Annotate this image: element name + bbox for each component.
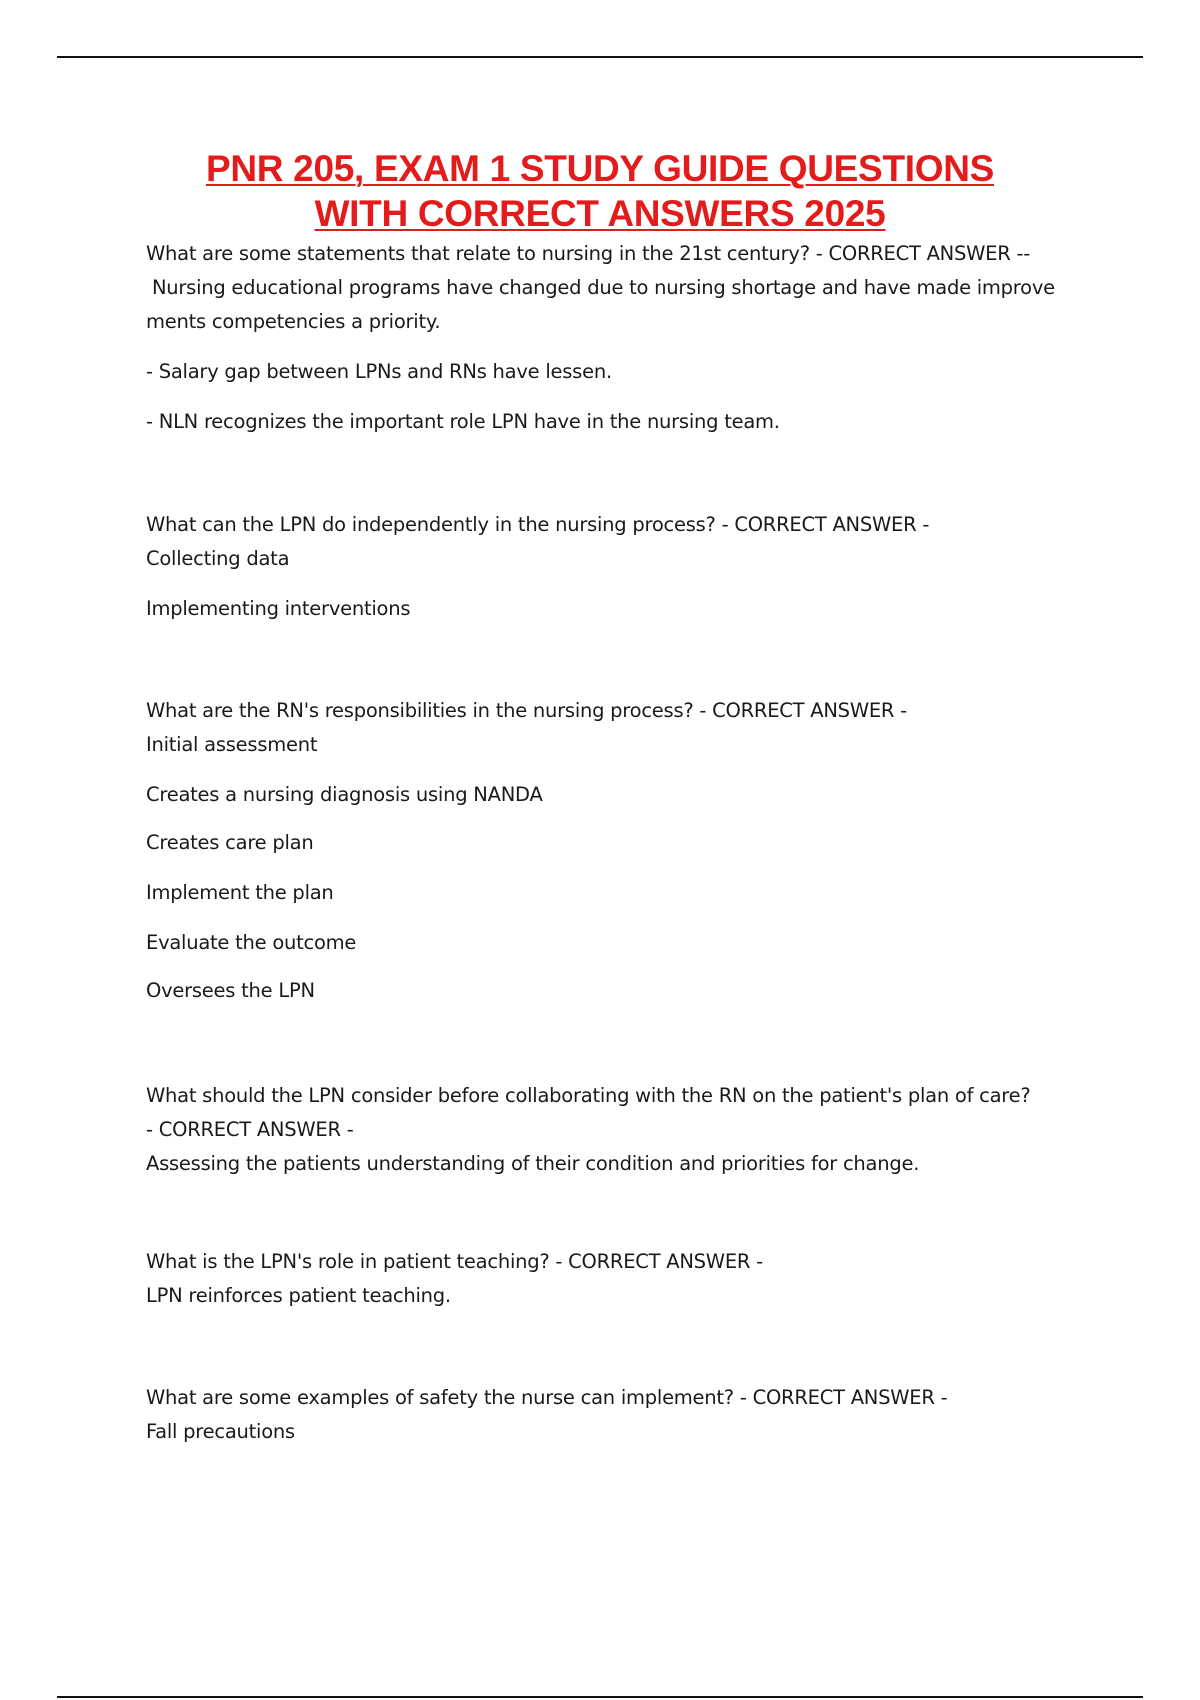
answer-line: Creates a nursing diagnosis using NANDA bbox=[146, 783, 543, 806]
qa-block bbox=[146, 1381, 1106, 1449]
qa-block bbox=[146, 508, 1106, 626]
top-rule bbox=[57, 56, 1143, 58]
answer-line: - NLN recognizes the important role LPN have in the nursing team. bbox=[146, 410, 780, 433]
title-line-2: WITH CORRECT ANSWERS 2025 bbox=[314, 193, 886, 234]
answer-line: Initial assessment bbox=[146, 733, 318, 756]
question-line: What is the LPN's role in patient teaching? - CORRECT ANSWER - bbox=[146, 1250, 763, 1273]
question-line: What can the LPN do independently in the nursing process? - CORRECT ANSWER - bbox=[146, 513, 930, 536]
qa-block bbox=[146, 1079, 1106, 1181]
answer-line: - Salary gap between LPNs and RNs have lessen. bbox=[146, 360, 612, 383]
answer-line: Collecting data bbox=[146, 547, 290, 570]
answer-line: Implementing interventions bbox=[146, 597, 411, 620]
answer-line: Creates care plan bbox=[146, 831, 314, 854]
answer-line: Fall precautions bbox=[146, 1420, 295, 1443]
qa-block bbox=[146, 237, 1106, 439]
question-line: What are some examples of safety the nurse can implement? - CORRECT ANSWER - bbox=[146, 1386, 948, 1409]
bottom-rule bbox=[57, 1696, 1143, 1698]
qa-block bbox=[146, 1245, 1106, 1313]
question-line: What are some statements that relate to nursing in the 21st century? - CORRECT ANSWER -- bbox=[146, 242, 1031, 265]
answer-line: Implement the plan bbox=[146, 881, 334, 904]
title-line-1: PNR 205, EXAM 1 STUDY GUIDE QUESTIONS bbox=[205, 148, 994, 189]
answer-line: Assessing the patients understanding of their condition and priorities for change. bbox=[146, 1152, 920, 1175]
question-line: What should the LPN consider before collaborating with the RN on the patient's plan of care? bbox=[146, 1084, 1031, 1107]
document-title bbox=[0, 146, 1200, 236]
qa-block bbox=[146, 694, 1106, 1008]
question-line: Nursing educational programs have changed due to nursing shortage and have made improve bbox=[146, 276, 1055, 299]
question-line: What are the RN's responsibilities in the nursing process? - CORRECT ANSWER - bbox=[146, 699, 907, 722]
answer-line: Oversees the LPN bbox=[146, 979, 315, 1002]
question-line: - CORRECT ANSWER - bbox=[146, 1118, 354, 1141]
answer-line: LPN reinforces patient teaching. bbox=[146, 1284, 451, 1307]
answer-line: Evaluate the outcome bbox=[146, 931, 357, 954]
question-line: ments competencies a priority. bbox=[146, 310, 441, 333]
